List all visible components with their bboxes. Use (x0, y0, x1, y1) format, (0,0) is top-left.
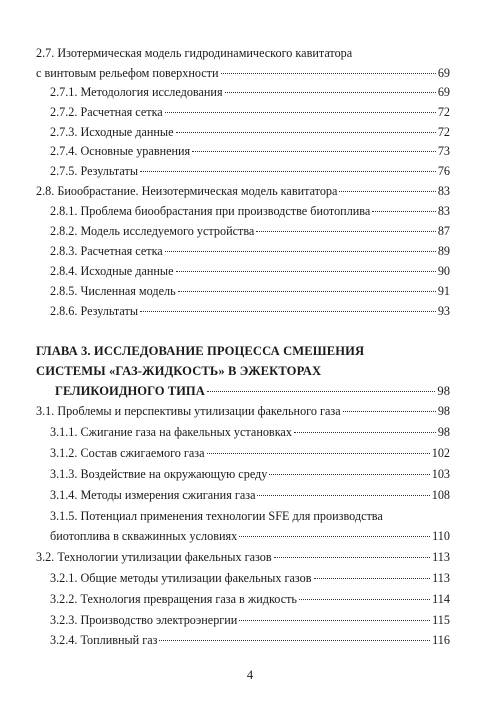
toc-entry-title: биотоплива в скважинных условиях (50, 529, 238, 543)
leader-dots (176, 132, 436, 133)
toc-page-number: 83 (437, 184, 450, 198)
leader-dots (165, 251, 436, 252)
toc-entry-title: 3.2.4. Топливный газ (50, 633, 158, 647)
toc-entry-title: 2.7.2. Расчетная сетка (50, 105, 163, 119)
toc-page-number: 98 (437, 384, 450, 398)
toc-page-number: 83 (437, 204, 450, 218)
toc-page-number: 93 (437, 304, 450, 318)
toc-page-number: 116 (432, 633, 450, 647)
toc-entry-3-2-2[interactable] (50, 591, 450, 607)
toc-page-number: 113 (432, 571, 450, 585)
toc-entry-title: 2.7.1. Методология исследования (50, 85, 223, 99)
toc-entry-title: 3.1.4. Методы измерения сжигания газа (50, 488, 256, 502)
toc-page-number: 110 (432, 529, 450, 543)
toc-entry-2-8-3[interactable] (50, 243, 450, 259)
leader-dots (274, 557, 431, 558)
leader-dots (269, 474, 429, 475)
toc-entry-title: 2.8.4. Исходные данные (50, 264, 174, 278)
toc-entry-title: 3.2.2. Технология превращения газа в жидкость (50, 592, 297, 606)
leader-dots (343, 411, 436, 412)
toc-entry-title: 2.8. Биообрастание. Неизотермическая модель кавитатора (36, 184, 338, 198)
toc-page-number: 72 (437, 125, 450, 139)
leader-dots (239, 536, 430, 537)
toc-entry-title: 3.1.2. Состав сжигаемого газа (50, 446, 205, 460)
toc-entry-title: ГЕЛИКОИДНОГО ТИПА (55, 384, 205, 398)
toc-entry-3-2-1[interactable] (50, 570, 450, 586)
leader-dots (176, 271, 436, 272)
chapter-3-heading-line2[interactable]: СИСТЕМЫ «ГАЗ-ЖИДКОСТЬ» В ЭЖЕКТОРАХ (36, 364, 322, 378)
toc-entry-title: 2.8.6. Результаты (50, 304, 139, 318)
leader-dots (165, 112, 436, 113)
toc-entry-2-8-5[interactable] (50, 283, 450, 299)
leader-dots (372, 211, 436, 212)
toc-page-number: 89 (437, 244, 450, 258)
leader-dots (294, 432, 436, 433)
toc-page-number: 72 (437, 105, 450, 119)
toc-entry-2-8[interactable] (36, 183, 450, 199)
toc-entry-3-1-5-line1[interactable]: 3.1.5. Потенциал применения технологии SFE для производства (50, 509, 383, 523)
leader-dots (225, 92, 436, 93)
toc-page-number: 87 (437, 224, 450, 238)
leader-dots (140, 311, 436, 312)
toc-entry-title: 2.8.5. Численная модель (50, 284, 176, 298)
toc-entry-2-8-2[interactable] (50, 223, 450, 239)
leader-dots (207, 391, 436, 392)
chapter-3-heading-line1[interactable]: ГЛАВА 3. ИССЛЕДОВАНИЕ ПРОЦЕССА СМЕШЕНИЯ (36, 344, 365, 358)
toc-page-number: 69 (437, 85, 450, 99)
leader-dots (140, 171, 436, 172)
leader-dots (256, 231, 435, 232)
toc-page-number: 103 (431, 467, 450, 481)
toc-entry-title: 3.2.3. Производство электроэнергии (50, 613, 238, 627)
toc-entry-title: 2.8.3. Расчетная сетка (50, 244, 163, 258)
toc-entry-title: с винтовым рельефом поверхности (36, 66, 219, 80)
toc-entry-3-2-4[interactable] (50, 632, 450, 648)
toc-page-number: 114 (432, 592, 450, 606)
leader-dots (299, 599, 430, 600)
toc-entry-3-1-3[interactable] (50, 466, 450, 482)
toc-page-number: 73 (437, 144, 450, 158)
toc-entry-title: 2.7.3. Исходные данные (50, 125, 174, 139)
toc-entry-2-8-4[interactable] (50, 263, 450, 279)
toc-entry-title: 3.1.3. Воздействие на окружающую среду (50, 467, 268, 481)
toc-entry-2-7-2[interactable] (50, 104, 450, 120)
leader-dots (221, 73, 436, 74)
toc-entry-3-1-1[interactable] (50, 424, 450, 440)
leader-dots (159, 640, 430, 641)
toc-entry-2-7[interactable] (36, 65, 450, 81)
toc-page-number: 98 (437, 425, 450, 439)
toc-page-number: 98 (437, 404, 450, 418)
toc-entry-title: 3.1.1. Сжигание газа на факельных установках (50, 425, 292, 439)
toc-page-number: 69 (437, 66, 450, 80)
toc-entry-title: 3.1. Проблемы и перспективы утилизации факельного газа (36, 404, 341, 418)
leader-dots (178, 291, 436, 292)
leader-dots (192, 151, 436, 152)
toc-entry-2-7-5[interactable] (50, 163, 450, 179)
toc-page-number: 76 (437, 164, 450, 178)
leader-dots (239, 620, 430, 621)
toc-page-number: 90 (437, 264, 450, 278)
toc-page-number: 115 (432, 613, 450, 627)
toc-entry-title: 3.2.1. Общие методы утилизации факельных газов (50, 571, 312, 585)
leader-dots (257, 495, 429, 496)
toc-entry-3-1-5[interactable] (50, 528, 450, 544)
toc-entry-2-7-3[interactable] (50, 124, 450, 140)
toc-entry-3-1[interactable] (36, 403, 450, 419)
toc-entry-title: 3.2. Технологии утилизации факельных газов (36, 550, 272, 564)
toc-entry-3-2-3[interactable] (50, 612, 450, 628)
toc-entry-2-8-1[interactable] (50, 203, 450, 219)
toc-entry-3-1-2[interactable] (50, 445, 450, 461)
toc-entry-title: 2.8.2. Модель исследуемого устройства (50, 224, 255, 238)
toc-entry-2-7-4[interactable] (50, 143, 450, 159)
toc-page-number: 113 (432, 550, 450, 564)
toc-entry-2-8-6[interactable] (50, 303, 450, 319)
toc-entry-3-1-4[interactable] (50, 487, 450, 503)
toc-entry-title: 2.7.5. Результаты (50, 164, 139, 178)
toc-entry-2-7-line1[interactable]: 2.7. Изотермическая модель гидродинамического кавитатора (36, 46, 353, 60)
leader-dots (207, 453, 430, 454)
toc-page-number: 91 (437, 284, 450, 298)
toc-page-number: 108 (431, 488, 450, 502)
leader-dots (314, 578, 431, 579)
toc-entry-3-2[interactable] (36, 549, 450, 565)
toc-entry-2-7-1[interactable] (50, 84, 450, 100)
toc-entry-title: 2.8.1. Проблема биообрастания при производстве биотоплива (50, 204, 371, 218)
page-number: 4 (246, 668, 254, 682)
toc-entry-title: 2.7.4. Основные уравнения (50, 144, 191, 158)
toc-page-number: 102 (431, 446, 450, 460)
leader-dots (339, 191, 435, 192)
chapter-3-heading-line3[interactable] (55, 383, 450, 399)
